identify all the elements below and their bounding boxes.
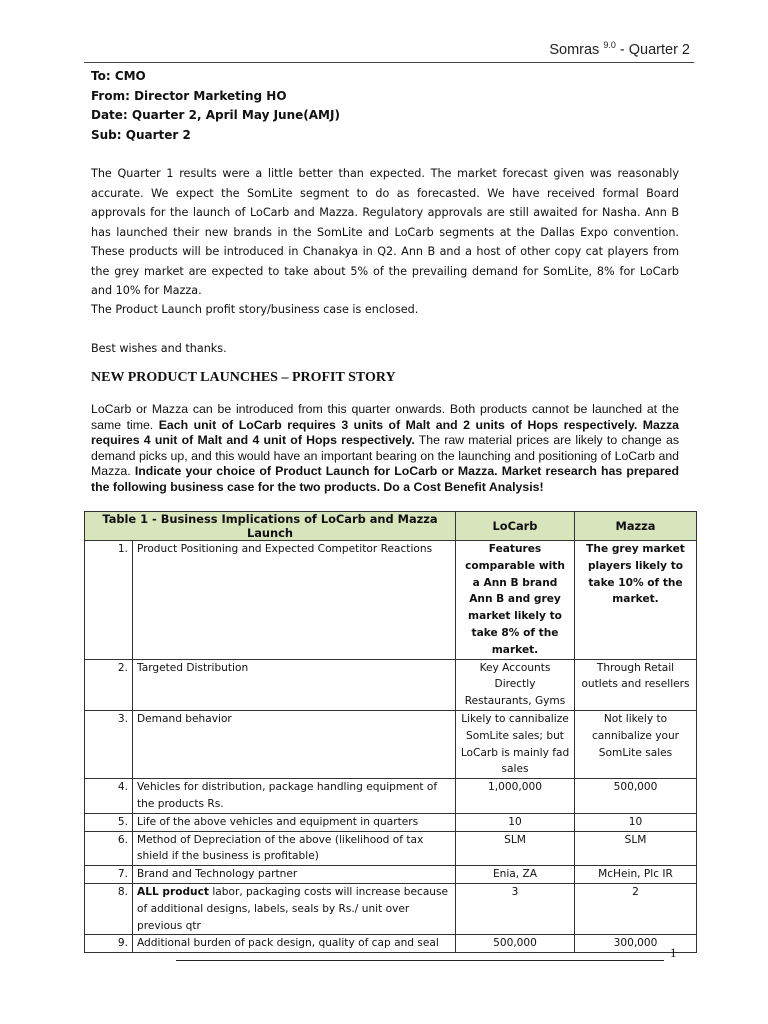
mazza-header: Mazza — [575, 512, 697, 541]
section-heading: NEW PRODUCT LAUNCHES – PROFIT STORY — [91, 370, 396, 385]
header-title — [549, 40, 690, 58]
table-header-row — [85, 512, 697, 541]
table-row — [85, 866, 697, 884]
row-label-bold: ALL product — [137, 885, 209, 898]
row-label-rest: labor, packaging costs will increase because of additional designs, labels, seals by Rs./ unit over previous qtr — [137, 885, 449, 932]
locarb-cell: 1,000,000 — [456, 779, 575, 814]
body-paragraph-results: The Quarter 1 results were a little better than expected. The market forecast given was reasonably accurate. We expect the SomLite segment to do as forecasted. We have received formal Board approvals for the launch of LoCarb and Mazza. Regulatory approvals are still awaited for Nasha. Ann B has launched their new brands in the SomLite and LoCarb segments at the Dallas Expo convention. These products will be introduced in Chanakya in Q2. Ann B and a host of other copy cat players from the grey market are expected to take about 5% of the prevailing demand for SomLite, 8% for LoCarb and 10% for Mazza. — [91, 167, 679, 297]
business-implications-table — [84, 511, 697, 953]
row-label: Method of Depreciation of the above (likelihood of tax shield if the business is profitable) — [133, 831, 456, 866]
mazza-cell: 500,000 — [575, 779, 697, 814]
intro-text-1: LoCarb or Mazza can be introduced from this quarter onwards. Both products cannot be launched at the same time. — [91, 402, 679, 432]
row-label: Life of the above vehicles and equipment in quarters — [133, 813, 456, 831]
locarb-cell: Enia, ZA — [456, 866, 575, 884]
table-row — [85, 659, 697, 710]
locarb-cell: 3 — [456, 883, 575, 934]
locarb-header: LoCarb — [456, 512, 575, 541]
row-number: 7. — [85, 866, 133, 884]
table-row — [85, 831, 697, 866]
memo-from: From: Director Marketing HO — [91, 88, 287, 103]
table-row — [85, 710, 697, 778]
memo-date: Date: Quarter 2, April May June(AMJ) — [91, 108, 340, 122]
mazza-cell: 300,000 — [575, 935, 697, 953]
body-paragraph-enclosure: The Product Launch profit story/business case is enclosed. — [91, 303, 419, 316]
mazza-cell: McHein, Plc IR — [575, 866, 697, 884]
mazza-cell: The grey market players likely to take 10% of the market. — [575, 541, 697, 660]
row-number: 6. — [85, 831, 133, 866]
mazza-cell: SLM — [575, 831, 697, 866]
table-row — [85, 813, 697, 831]
locarb-cell: SLM — [456, 831, 575, 866]
header-version: 9.0 — [603, 40, 616, 50]
row-label — [133, 883, 456, 934]
memo-subject: Sub: Quarter 2 — [91, 127, 191, 142]
section-intro — [91, 402, 679, 495]
intro-text-2: Each unit of LoCarb requires 3 units of Malt and 2 units of Hops respectively. Mazza requires 4 unit of Malt and 4 unit of Hops respectively. — [91, 417, 680, 447]
locarb-cell: 10 — [456, 813, 575, 831]
row-label: Product Positioning and Expected Competitor Reactions — [133, 541, 456, 660]
body-paragraph-signoff: Best wishes and thanks. — [91, 342, 227, 355]
footer-rule — [176, 960, 664, 961]
row-label: Additional burden of pack design, quality of cap and seal — [133, 935, 456, 953]
row-number: 8. — [85, 883, 133, 934]
row-label: Demand behavior — [133, 710, 456, 778]
row-label: Targeted Distribution — [133, 659, 456, 710]
mazza-cell: 2 — [575, 883, 697, 934]
table-row — [85, 779, 697, 814]
row-label: Vehicles for distribution, package handling equipment of the products Rs. — [133, 779, 456, 814]
intro-text-4: Indicate your choice of Product Launch for LoCarb or Mazza. Market research has prepared the following business case for the two products. Do a Cost Benefit Analysis! — [91, 464, 679, 494]
table-row — [85, 883, 697, 934]
locarb-cell: 500,000 — [456, 935, 575, 953]
row-number: 5. — [85, 813, 133, 831]
locarb-cell: Likely to cannibalize SomLite sales; but LoCarb is mainly fad sales — [456, 710, 575, 778]
page-number: 1 — [670, 945, 677, 960]
table-row — [85, 541, 697, 660]
intro-text-3: The raw material prices are likely to change as demand picks up, and this would have an important bearing on the launching and positioning of LoCarb and Mazza. — [91, 433, 679, 478]
memo-to: To: CMO — [91, 69, 146, 83]
table-row — [85, 935, 697, 953]
mazza-cell: Not likely to cannibalize your SomLite sales — [575, 710, 697, 778]
table-title-header: Table 1 - Business Implications of LoCarb and Mazza Launch — [85, 512, 456, 541]
row-number: 4. — [85, 779, 133, 814]
row-label: Brand and Technology partner — [133, 866, 456, 884]
locarb-cell: Key Accounts Directly Restaurants, Gyms — [456, 659, 575, 710]
row-number: 2. — [85, 659, 133, 710]
memo-block — [91, 67, 681, 145]
page-header — [84, 40, 694, 63]
locarb-cell: Features comparable with a Ann B brand Ann B and grey market likely to take 8% of the market. — [456, 541, 575, 660]
row-number: 1. — [85, 541, 133, 660]
row-number: 9. — [85, 935, 133, 953]
row-number: 3. — [85, 710, 133, 778]
header-title-suffix: - Quarter 2 — [619, 41, 690, 58]
header-title-prefix: Somras — [549, 41, 600, 58]
mazza-cell: 10 — [575, 813, 697, 831]
mazza-cell: Through Retail outlets and resellers — [575, 659, 697, 710]
